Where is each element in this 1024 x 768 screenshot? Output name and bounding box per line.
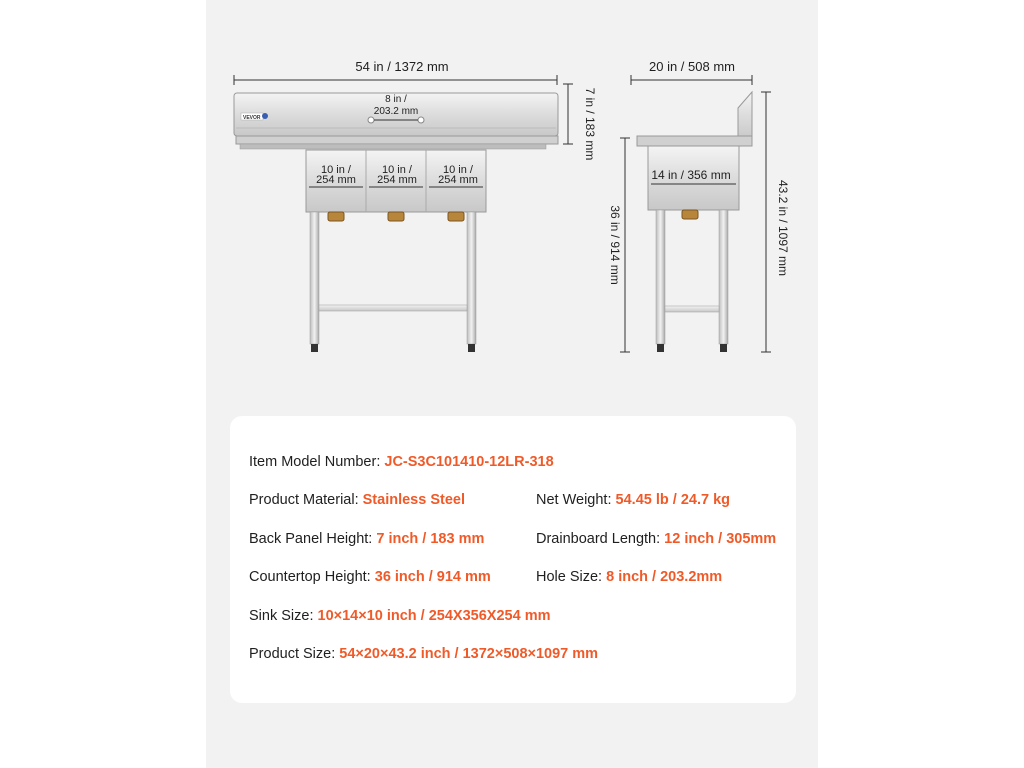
counter-height-label: 36 in / 914 mm (608, 205, 622, 285)
faucet-hole-right (418, 117, 424, 123)
spec-model-value: JC-S3C101410-12LR-318 (384, 454, 554, 470)
spec-hole-label: Hole Size: (536, 569, 607, 585)
front-view (234, 59, 597, 352)
hole-label-line2: 203.2 mm (373, 106, 419, 117)
spec-back-panel-label: Back Panel Height: (249, 531, 377, 547)
front-leg-right (467, 212, 476, 344)
spec-drainboard-value: 12 inch / 305mm (664, 531, 777, 547)
foot-left (311, 344, 318, 352)
spec-material-value: Stainless Steel (362, 492, 465, 508)
spec-hole (536, 569, 722, 585)
side-drain (682, 210, 698, 219)
back-height-label: 7 in / 183 mm (583, 87, 597, 161)
spec-drainboard (536, 531, 776, 547)
spec-sink-size (249, 608, 550, 624)
side-bowl-label: 14 in / 356 mm (651, 168, 731, 182)
total-height-label: 43.2 in / 1097 mm (776, 179, 790, 277)
spec-countertop (249, 569, 491, 585)
spec-weight (536, 492, 730, 508)
side-view (608, 59, 790, 352)
spec-countertop-label: Countertop Height: (249, 569, 375, 585)
spec-sink-size-value: 10×14×10 inch / 254X356X254 mm (317, 608, 551, 624)
spec-drainboard-label: Drainboard Length: (536, 531, 665, 547)
hole-label-line1: 8 in / (385, 94, 407, 105)
spec-model (249, 454, 554, 470)
spec-weight-label: Net Weight: (536, 492, 616, 508)
bowl-1-label-line1: 10 in / (321, 164, 351, 176)
spec-material-label: Product Material: (249, 492, 363, 508)
bowl-2-label-line2: 254 mm (377, 174, 417, 186)
spec-product-size-value: 54×20×43.2 inch / 1372×508×1097 mm (339, 646, 599, 662)
spec-sink-size-label: Sink Size: (249, 608, 318, 624)
side-leg-front (656, 210, 665, 344)
spec-product-size (249, 646, 598, 662)
spec-weight-value: 54.45 lb / 24.7 kg (615, 492, 730, 508)
side-backsplash (738, 92, 752, 140)
brand-badge-icon (262, 113, 268, 119)
spec-hole-value: 8 inch / 203.2mm (606, 569, 723, 585)
spec-model-label: Item Model Number: (249, 454, 385, 470)
side-depth-label: 20 in / 508 mm (649, 59, 735, 74)
spec-back-panel (249, 531, 484, 547)
spec-material (249, 492, 465, 508)
front-leg-left (310, 212, 319, 344)
front-crossbar (319, 305, 467, 311)
spec-countertop-value: 36 inch / 914 mm (374, 569, 491, 585)
faucet-hole-left (368, 117, 374, 123)
side-crossbar (665, 306, 719, 312)
drain-fittings (328, 212, 464, 221)
countertop-edge (236, 136, 558, 144)
vevor-logo-text: VEVOR (243, 115, 261, 121)
foot-right (468, 344, 475, 352)
spec-product-size-label: Product Size: (249, 646, 340, 662)
bowl-1-label-line2: 254 mm (316, 174, 356, 186)
bowl-3-label-line1: 10 in / (443, 164, 473, 176)
spec-back-panel-value: 7 inch / 183 mm (376, 531, 485, 547)
side-leg-back (719, 210, 728, 344)
front-width-label: 54 in / 1372 mm (355, 59, 449, 74)
width-dimension-line (234, 75, 557, 85)
bowl-3-label-line2: 254 mm (438, 174, 478, 186)
bowl-2-label-line1: 10 in / (382, 164, 412, 176)
side-countertop (637, 136, 752, 146)
